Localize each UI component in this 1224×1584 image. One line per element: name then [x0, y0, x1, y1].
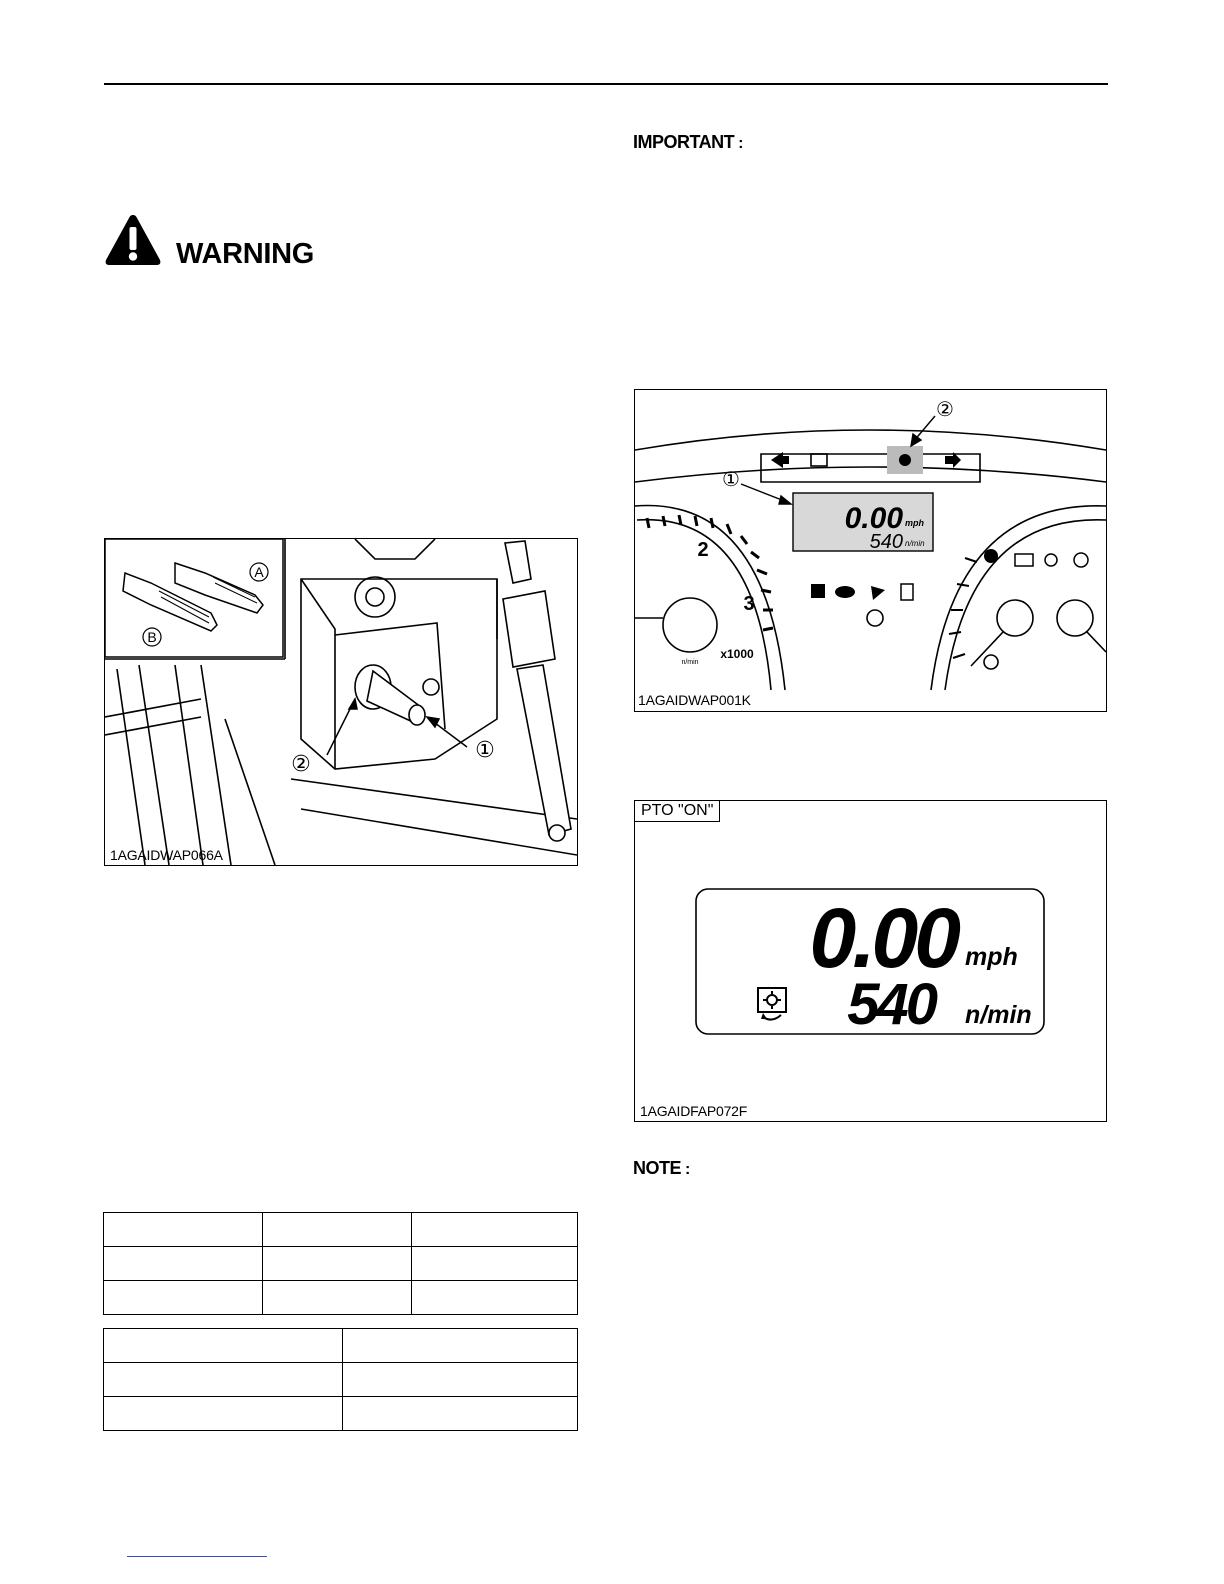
- table-cell: [104, 1363, 343, 1397]
- table-cell: [343, 1363, 578, 1397]
- header-rule: [104, 83, 1108, 85]
- spec-table-1: [103, 1212, 578, 1315]
- table-cell: [412, 1247, 578, 1281]
- table-cell: [412, 1213, 578, 1247]
- pto-shaft-illustration: [105, 539, 577, 865]
- pto-lcd-speed-unit: mph: [965, 943, 1018, 971]
- pto-caption: 1AGAIDFAP072F: [640, 1103, 748, 1119]
- dashboard-lcd-rpm: 540: [869, 531, 903, 553]
- table-cell: [104, 1329, 343, 1363]
- callout-b: B: [147, 629, 157, 645]
- pto-lcd-rpm-unit: n/min: [965, 1001, 1032, 1029]
- pto-lcd-speed: 0.00: [809, 891, 957, 985]
- note-label: NOTE: [633, 1158, 682, 1178]
- spec-table-2: [103, 1328, 578, 1431]
- dashboard-callout-2: ②: [936, 397, 954, 421]
- dashboard-callout-1: ①: [722, 467, 740, 491]
- footer-link-underline[interactable]: [127, 1556, 267, 1557]
- warning-heading: WARNING: [176, 238, 315, 270]
- tach-multiplier: x1000: [720, 647, 754, 661]
- table-cell: [104, 1397, 343, 1431]
- note-colon: :: [681, 1161, 690, 1178]
- tach-label-2: 2: [697, 539, 709, 561]
- pto-lcd-illustration: [635, 801, 1106, 1121]
- warning-triangle-icon: [104, 213, 162, 267]
- figure-caption: 1AGAIDWAP066A: [110, 847, 223, 863]
- callout-2: ②: [291, 752, 311, 777]
- gauge-unit: n/min: [681, 659, 699, 666]
- dashboard-lcd-speed: 0.00: [844, 502, 903, 535]
- important-label: IMPORTANT: [633, 132, 735, 152]
- table-cell: [412, 1281, 578, 1315]
- pto-lcd-rpm: 540: [847, 972, 935, 1037]
- dashboard-illustration: [635, 390, 1106, 711]
- table-cell: [263, 1213, 412, 1247]
- figure-pto-on: [634, 800, 1107, 1122]
- figure-pto-shaft: [104, 538, 578, 866]
- figure-dashboard: [634, 389, 1107, 712]
- table-cell: [104, 1281, 263, 1315]
- dashboard-lcd-speed-unit: mph: [905, 518, 924, 528]
- important-heading: [633, 132, 743, 153]
- table-cell: [343, 1397, 578, 1431]
- callout-a: A: [254, 564, 264, 580]
- table-cell: [104, 1247, 263, 1281]
- note-heading: [633, 1158, 690, 1179]
- table-cell: [263, 1281, 412, 1315]
- callout-1: ①: [475, 738, 495, 763]
- dashboard-caption: 1AGAIDWAP001K: [638, 692, 755, 708]
- tach-label-3: 3: [743, 593, 755, 615]
- table-cell: [104, 1213, 263, 1247]
- important-colon: :: [734, 135, 743, 152]
- table-cell: [343, 1329, 578, 1363]
- dashboard-lcd-rpm-unit: n/min: [905, 539, 925, 548]
- pto-on-label: PTO "ON": [635, 801, 720, 822]
- table-cell: [263, 1247, 412, 1281]
